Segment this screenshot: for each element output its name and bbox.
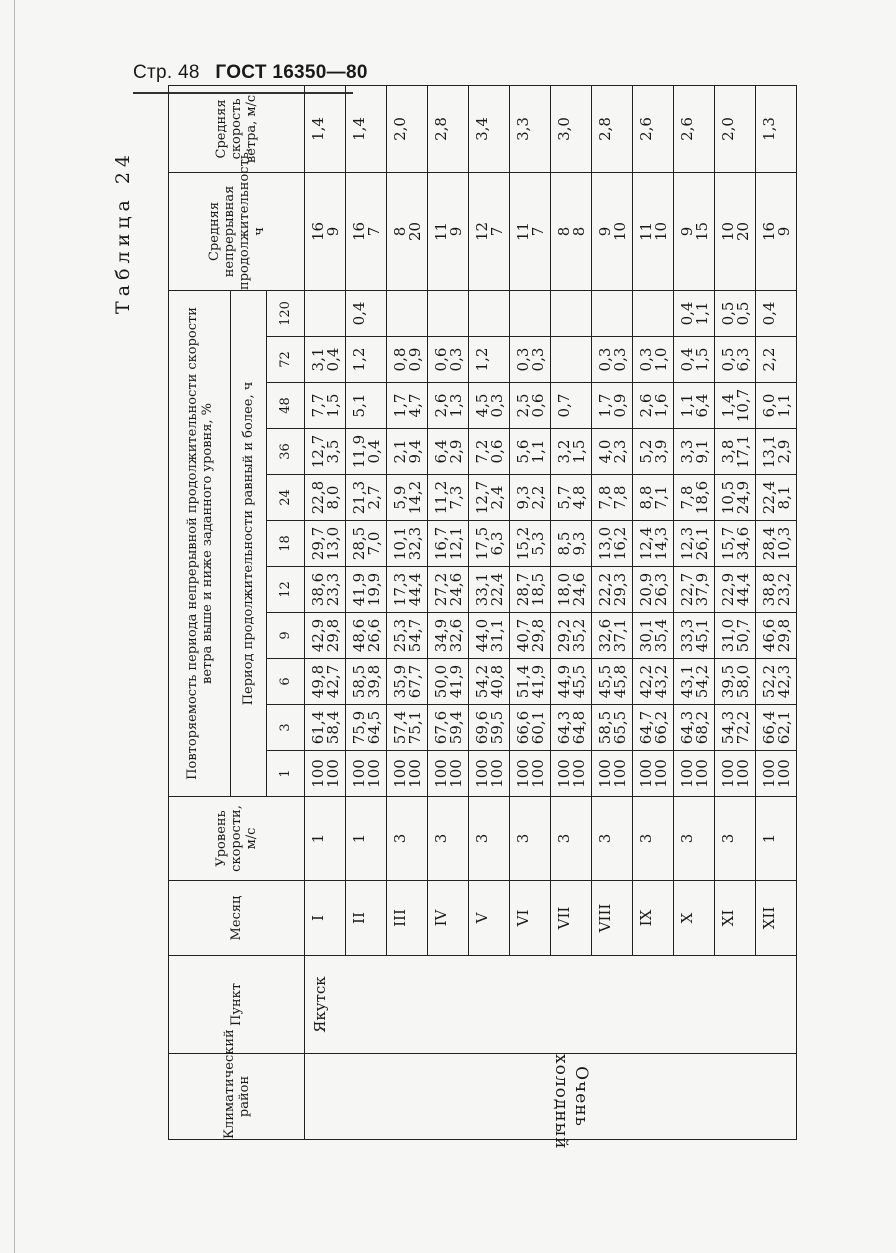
- level-cell: 1: [305, 797, 346, 881]
- period-header-48: 48: [267, 383, 305, 429]
- month-cell: VIII: [592, 881, 633, 956]
- value-cell-p6: 58,5 39,8: [346, 659, 387, 705]
- value-cell-p3: 67,6 59,4: [428, 705, 469, 751]
- month-cell: III: [387, 881, 428, 956]
- month-cell: VI: [510, 881, 551, 956]
- value-cell-p1: 100 100: [715, 751, 756, 797]
- value-cell-p18: 16,7 12,1: [428, 521, 469, 567]
- value-cell-p1: 100 100: [592, 751, 633, 797]
- value-cell-p18: 15,2 5,3: [510, 521, 551, 567]
- value-cell-p6: 43,1 54,2: [674, 659, 715, 705]
- value-cell-p18: 13,0 16,2: [592, 521, 633, 567]
- col-period-group: Период продолжительности равный и более, ч: [231, 290, 267, 796]
- point-name: Якутск: [305, 956, 797, 1054]
- value-cell-p48: 2,5 0,6: [510, 383, 551, 429]
- period-header-18: 18: [267, 521, 305, 567]
- value-cell-p72: 0,4 1,5: [674, 337, 715, 383]
- value-cell-p72: 0,5 6,3: [715, 337, 756, 383]
- col-mean-speed: Средняя скорость ветра, м/с: [169, 85, 305, 172]
- level-cell: 3: [428, 797, 469, 881]
- level-cell: 3: [510, 797, 551, 881]
- value-cell-p120: 0,4: [756, 290, 797, 336]
- value-cell-p9: 44,0 31,1: [469, 613, 510, 659]
- level-cell: 3: [715, 797, 756, 881]
- value-cell-p24: 12,7 2,4: [469, 475, 510, 521]
- value-cell-p18: 28,4 10,3: [756, 521, 797, 567]
- value-cell-p48: 1,7 4,7: [387, 383, 428, 429]
- value-cell-p3: 66,4 62,1: [756, 705, 797, 751]
- page-number: Стр. 48: [133, 62, 200, 83]
- value-cell-p24: 22,8 8,0: [305, 475, 346, 521]
- value-cell-p9: 31,0 50,7: [715, 613, 756, 659]
- duration-cell: 11 9: [428, 172, 469, 290]
- value-cell-p9: 46,6 29,8: [756, 613, 797, 659]
- value-cell-p24: 9,3 2,2: [510, 475, 551, 521]
- value-cell-p48: 2,6 1,3: [428, 383, 469, 429]
- level-cell: 3: [387, 797, 428, 881]
- value-cell-p36: 5,2 3,9: [633, 429, 674, 475]
- value-cell-p36: 12,7 3,5: [305, 429, 346, 475]
- col-level: Уровень скорости, м/с: [169, 797, 305, 881]
- level-cell: 3: [551, 797, 592, 881]
- month-cell: II: [346, 881, 387, 956]
- value-cell-p6: 42,2 43,2: [633, 659, 674, 705]
- value-cell-p48: 5,1: [346, 383, 387, 429]
- value-cell-p120: [551, 290, 592, 336]
- value-cell-p12: 22,7 37,9: [674, 567, 715, 613]
- value-cell-p48: 7,7 1,5: [305, 383, 346, 429]
- speed-cell: 2,6: [674, 85, 715, 172]
- value-cell-p1: 100 100: [633, 751, 674, 797]
- duration-cell: 16 7: [346, 172, 387, 290]
- value-cell-p36: 3,8 17,1: [715, 429, 756, 475]
- value-cell-p9: 48,6 26,6: [346, 613, 387, 659]
- value-cell-p120: [469, 290, 510, 336]
- value-cell-p3: 61,4 58,4: [305, 705, 346, 751]
- value-cell-p48: 0,7: [551, 383, 592, 429]
- value-cell-p120: 0,4: [346, 290, 387, 336]
- value-cell-p18: 12,3 26,1: [674, 521, 715, 567]
- period-header-6: 6: [267, 659, 305, 705]
- table-row: [305, 85, 346, 1139]
- duration-cell: 8 20: [387, 172, 428, 290]
- month-cell: X: [674, 881, 715, 956]
- value-cell-p18: 12,4 14,3: [633, 521, 674, 567]
- value-cell-p3: 64,3 68,2: [674, 705, 715, 751]
- value-cell-p24: 10,5 24,9: [715, 475, 756, 521]
- speed-cell: 2,6: [633, 85, 674, 172]
- value-cell-p120: 0,4 1,1: [674, 290, 715, 336]
- data-table: [168, 85, 797, 1150]
- value-cell-p6: 52,2 42,3: [756, 659, 797, 705]
- value-cell-p120: [387, 290, 428, 336]
- speed-cell: 3,0: [551, 85, 592, 172]
- value-cell-p3: 54,3 72,2: [715, 705, 756, 751]
- value-cell-p120: [592, 290, 633, 336]
- table-caption: Таблица 24: [112, 150, 134, 314]
- region-name: Очень холодный: [550, 1054, 591, 1150]
- value-cell-p36: 5,6 1,1: [510, 429, 551, 475]
- value-cell-p3: 66,6 60,1: [510, 705, 551, 751]
- value-cell-p1: 100 100: [428, 751, 469, 797]
- value-cell-p24: 22,4 8,1: [756, 475, 797, 521]
- value-cell-p48: 2,6 1,6: [633, 383, 674, 429]
- value-cell-p18: 28,5 7,0: [346, 521, 387, 567]
- value-cell-p48: 1,4 10,7: [715, 383, 756, 429]
- value-cell-p24: 21,3 2,7: [346, 475, 387, 521]
- value-cell-p72: [551, 337, 592, 383]
- value-cell-p9: 42,9 29,8: [305, 613, 346, 659]
- col-point: Пункт: [169, 956, 305, 1054]
- value-cell-p72: 3,1 0,4: [305, 337, 346, 383]
- value-cell-p120: [305, 290, 346, 336]
- value-cell-p48: 1,7 0,9: [592, 383, 633, 429]
- value-cell-p9: 34,9 32,6: [428, 613, 469, 659]
- value-cell-p36: 11,9 0,4: [346, 429, 387, 475]
- speed-cell: 3,3: [510, 85, 551, 172]
- duration-cell: 11 7: [510, 172, 551, 290]
- value-cell-p3: 57,4 75,1: [387, 705, 428, 751]
- value-cell-p12: 18,0 24,6: [551, 567, 592, 613]
- value-cell-p1: 100 100: [551, 751, 592, 797]
- value-cell-p6: 35,9 67,7: [387, 659, 428, 705]
- duration-cell: 8 8: [551, 172, 592, 290]
- value-cell-p12: 22,2 29,3: [592, 567, 633, 613]
- speed-cell: 1,3: [756, 85, 797, 172]
- duration-cell: 12 7: [469, 172, 510, 290]
- duration-cell: 9 15: [674, 172, 715, 290]
- value-cell-p3: 64,3 64,8: [551, 705, 592, 751]
- value-cell-p1: 100 100: [510, 751, 551, 797]
- value-cell-p12: 20,9 26,3: [633, 567, 674, 613]
- value-cell-p120: 0,5 0,5: [715, 290, 756, 336]
- value-cell-p72: 0,3 1,0: [633, 337, 674, 383]
- rotated-table-area: [112, 94, 828, 1150]
- speed-cell: 2,0: [387, 85, 428, 172]
- value-cell-p36: 3,3 9,1: [674, 429, 715, 475]
- value-cell-p6: 44,9 45,5: [551, 659, 592, 705]
- period-header-72: 72: [267, 337, 305, 383]
- value-cell-p48: 6,0 1,1: [756, 383, 797, 429]
- value-cell-p1: 100 100: [674, 751, 715, 797]
- scan-edge-line: [14, 0, 15, 1253]
- value-cell-p12: 27,2 24,6: [428, 567, 469, 613]
- month-cell: IV: [428, 881, 469, 956]
- value-cell-p12: 33,1 22,4: [469, 567, 510, 613]
- value-cell-p24: 11,2 7,3: [428, 475, 469, 521]
- month-cell: XI: [715, 881, 756, 956]
- level-cell: 3: [592, 797, 633, 881]
- month-cell: I: [305, 881, 346, 956]
- col-repeat-group: Повторяемость периода непрерывной продолжительности скорости ветра выше и ниже заданного уровня, %: [169, 290, 231, 796]
- period-header-24: 24: [267, 475, 305, 521]
- speed-cell: 1,4: [305, 85, 346, 172]
- value-cell-p12: 38,8 23,2: [756, 567, 797, 613]
- level-cell: 1: [346, 797, 387, 881]
- value-cell-p1: 100 100: [387, 751, 428, 797]
- value-cell-p120: [510, 290, 551, 336]
- speed-cell: 1,4: [346, 85, 387, 172]
- duration-cell: 9 10: [592, 172, 633, 290]
- region-cell: [305, 1054, 797, 1150]
- value-cell-p48: 4,5 0,3: [469, 383, 510, 429]
- value-cell-p72: 1,2: [346, 337, 387, 383]
- month-cell: V: [469, 881, 510, 956]
- value-cell-p24: 8,8 7,1: [633, 475, 674, 521]
- value-cell-p6: 49,8 42,7: [305, 659, 346, 705]
- period-header-120: 120: [267, 290, 305, 336]
- speed-cell: 2,8: [592, 85, 633, 172]
- value-cell-p24: 5,9 14,2: [387, 475, 428, 521]
- value-cell-p120: [428, 290, 469, 336]
- value-cell-p3: 58,5 65,5: [592, 705, 633, 751]
- value-cell-p48: 1,1 6,4: [674, 383, 715, 429]
- value-cell-p9: 29,2 35,2: [551, 613, 592, 659]
- col-region: Климатический район: [169, 1054, 305, 1140]
- speed-cell: 2,0: [715, 85, 756, 172]
- value-cell-p72: 2,2: [756, 337, 797, 383]
- col-duration: Средняя непрерывная продолжительность, ч: [169, 172, 305, 290]
- month-cell: XII: [756, 881, 797, 956]
- level-cell: 1: [756, 797, 797, 881]
- duration-cell: 16 9: [305, 172, 346, 290]
- value-cell-p6: 54,2 40,8: [469, 659, 510, 705]
- value-cell-p6: 39,5 58,0: [715, 659, 756, 705]
- value-cell-p1: 100 100: [756, 751, 797, 797]
- value-cell-p3: 69,6 59,5: [469, 705, 510, 751]
- level-cell: 3: [469, 797, 510, 881]
- value-cell-p3: 75,9 64,5: [346, 705, 387, 751]
- month-cell: VII: [551, 881, 592, 956]
- period-header-12: 12: [267, 567, 305, 613]
- value-cell-p6: 45,5 45,8: [592, 659, 633, 705]
- value-cell-p24: 5,7 4,8: [551, 475, 592, 521]
- value-cell-p9: 30,1 35,4: [633, 613, 674, 659]
- value-cell-p72: 0,8 0,9: [387, 337, 428, 383]
- value-cell-p1: 100 100: [469, 751, 510, 797]
- duration-cell: 10 20: [715, 172, 756, 290]
- level-cell: 3: [633, 797, 674, 881]
- col-month: Месяц: [169, 881, 305, 956]
- value-cell-p36: 3,2 1,5: [551, 429, 592, 475]
- value-cell-p9: 25,3 54,7: [387, 613, 428, 659]
- value-cell-p36: 4,0 2,3: [592, 429, 633, 475]
- value-cell-p72: 0,6 0,3: [428, 337, 469, 383]
- period-header-36: 36: [267, 429, 305, 475]
- period-header-1: 1: [267, 751, 305, 797]
- value-cell-p1: 100 100: [346, 751, 387, 797]
- value-cell-p36: 7,2 0,6: [469, 429, 510, 475]
- value-cell-p18: 15,7 34,6: [715, 521, 756, 567]
- period-header-9: 9: [267, 613, 305, 659]
- value-cell-p24: 7,8 18,6: [674, 475, 715, 521]
- value-cell-p12: 41,9 19,9: [346, 567, 387, 613]
- value-cell-p24: 7,8 7,8: [592, 475, 633, 521]
- duration-cell: 11 10: [633, 172, 674, 290]
- value-cell-p9: 33,3 45,1: [674, 613, 715, 659]
- value-cell-p9: 40,7 29,8: [510, 613, 551, 659]
- standard-number: ГОСТ 16350—80: [215, 62, 368, 83]
- value-cell-p12: 38,6 23,3: [305, 567, 346, 613]
- value-cell-p72: 0,3 0,3: [510, 337, 551, 383]
- value-cell-p1: 100 100: [305, 751, 346, 797]
- speed-cell: 2,8: [428, 85, 469, 172]
- value-cell-p12: 22,9 44,4: [715, 567, 756, 613]
- value-cell-p36: 2,1 9,4: [387, 429, 428, 475]
- value-cell-p6: 51,4 41,9: [510, 659, 551, 705]
- value-cell-p36: 6,4 2,9: [428, 429, 469, 475]
- value-cell-p72: 1,2: [469, 337, 510, 383]
- value-cell-p3: 64,7 66,2: [633, 705, 674, 751]
- value-cell-p12: 28,7 18,5: [510, 567, 551, 613]
- value-cell-p18: 10,1 32,3: [387, 521, 428, 567]
- level-cell: 3: [674, 797, 715, 881]
- page-header: [133, 62, 368, 84]
- duration-cell: 16 9: [756, 172, 797, 290]
- value-cell-p18: 8,5 9,3: [551, 521, 592, 567]
- value-cell-p120: [633, 290, 674, 336]
- value-cell-p72: 0,3 0,3: [592, 337, 633, 383]
- value-cell-p9: 32,6 37,1: [592, 613, 633, 659]
- value-cell-p18: 17,5 6,3: [469, 521, 510, 567]
- value-cell-p18: 29,7 13,0: [305, 521, 346, 567]
- period-header-3: 3: [267, 705, 305, 751]
- value-cell-p12: 17,3 44,4: [387, 567, 428, 613]
- month-cell: IX: [633, 881, 674, 956]
- speed-cell: 3,4: [469, 85, 510, 172]
- value-cell-p36: 13,1 2,9: [756, 429, 797, 475]
- value-cell-p6: 50,0 41,9: [428, 659, 469, 705]
